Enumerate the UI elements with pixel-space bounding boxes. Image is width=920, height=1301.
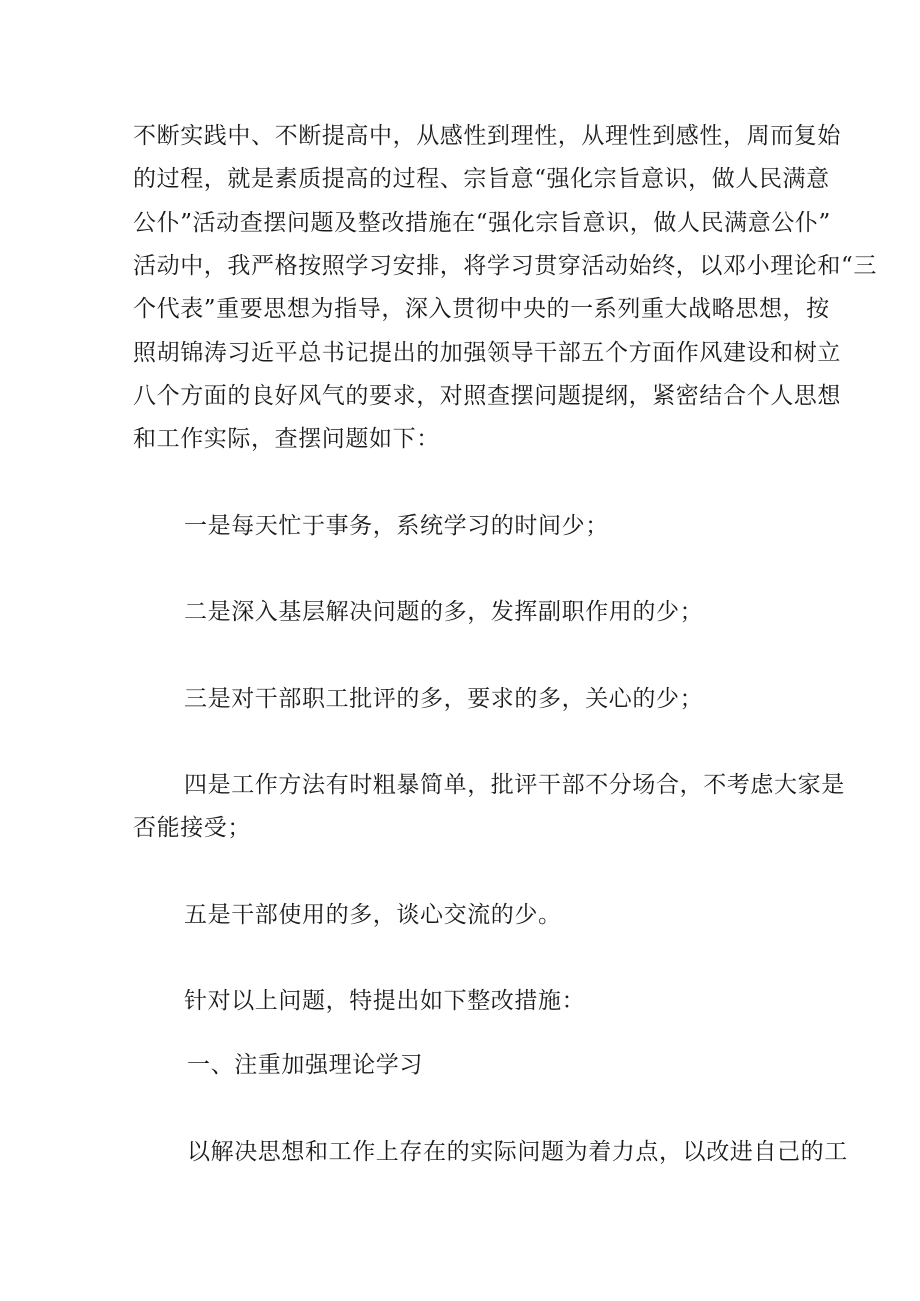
problem-item-1: 一是每天忙于事务，系统学习的时间少； [184,513,609,539]
section-body-line: 以解决思想和工作上存在的实际问题为着力点，以改进自己的工 [187,1139,848,1165]
section-heading: 一、注重加强理论学习 [187,1052,423,1078]
intro-line-7: 八个方面的良好风气的要求，对照查摆问题提纲，紧密结合个人思想 [133,383,841,409]
problem-item-4-continued: 否能接受； [133,815,251,841]
problem-item-3: 三是对干部职工批评的多，要求的多，关心的少； [184,686,704,712]
intro-line-5: 个代表”重要思想为指导，深入贯彻中央的一系列重大战略思想，按 [133,296,830,322]
measures-intro: 针对以上问题，特提出如下整改措施： [184,988,586,1014]
intro-line-2: 的过程，就是素质提高的过程、宗旨意“强化宗旨意识，做人民满意 [133,166,830,192]
problem-item-4: 四是工作方法有时粗暴简单，批评干部不分场合，不考虑大家是 [184,772,845,798]
problem-item-2: 二是深入基层解决问题的多，发挥副职作用的少； [184,599,704,625]
intro-line-4: 活动中，我严格按照学习安排，将学习贯穿活动始终，以邓小理论和“三 [133,253,877,279]
intro-line-8: 和工作实际，查摆问题如下： [133,426,440,452]
intro-line-3: 公仆”活动查摆问题及整改措施在“强化宗旨意识，做人民满意公仆” [133,210,831,236]
intro-line-1: 不断实践中、不断提高中，从感性到理性，从理性到感性，周而复始 [133,123,841,149]
problem-item-5: 五是干部使用的多，谈心交流的少。 [184,902,562,928]
intro-line-6: 照胡锦涛习近平总书记提出的加强领导干部五个方面作风建设和树立 [133,340,841,366]
